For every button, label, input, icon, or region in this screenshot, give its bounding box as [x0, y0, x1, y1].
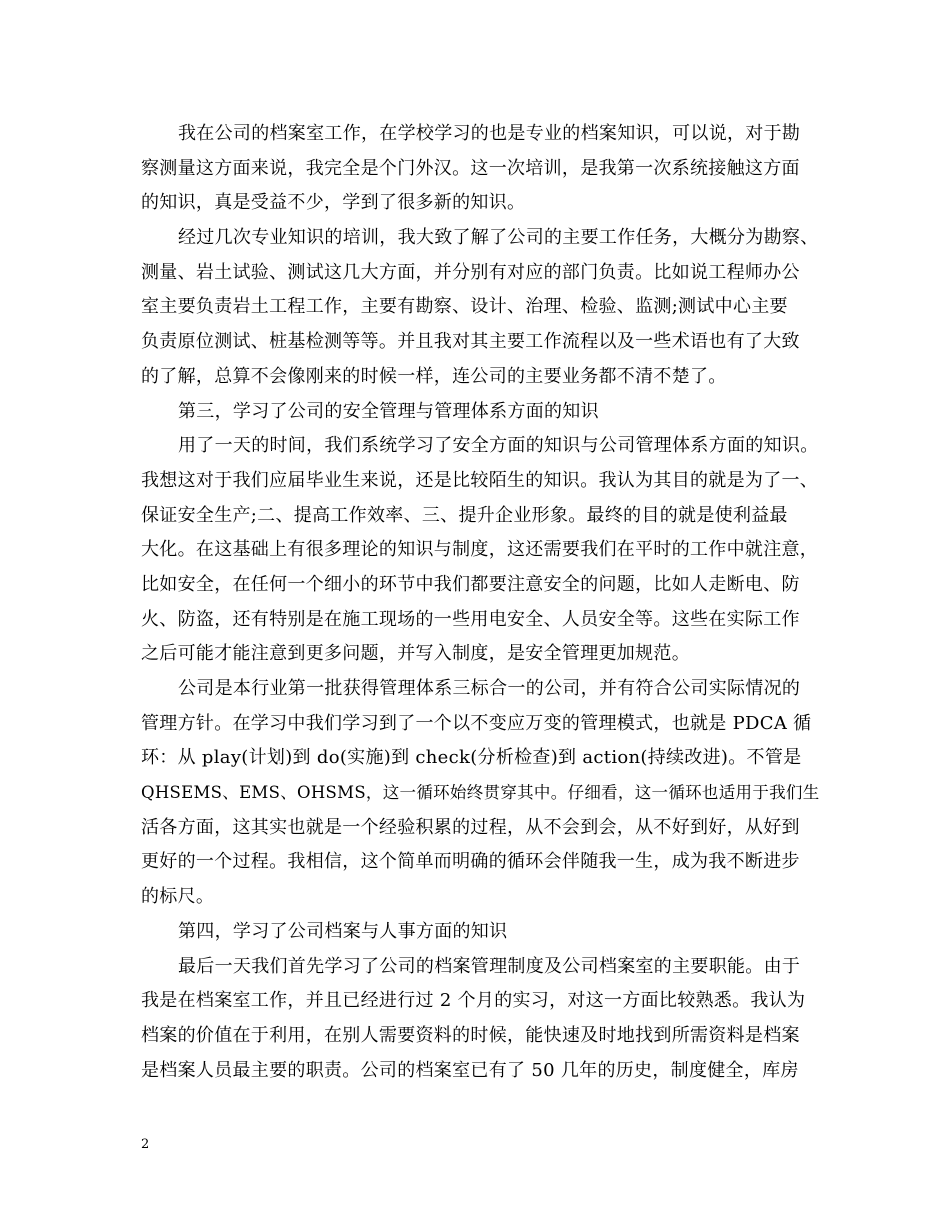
paragraph-first-line: 第三，学习了公司的安全管理与管理体系方面的知识	[178, 400, 599, 422]
text-line: 室主要负责岩土工程工作，主要有勘察、设计、治理、检验、监测;测试中心主要	[141, 296, 788, 318]
text-line: 比如安全，在任何一个细小的环节中我们都要注意安全的问题，比如人走断电、防	[141, 573, 800, 595]
paragraph-first-line: 用了一天的时间，我们系统学习了安全方面的知识与公司管理体系方面的知识。	[178, 435, 819, 457]
text-line: 察测量这方面来说，我完全是个门外汉。这一次培训，是我第一次系统接触这方面	[141, 157, 800, 179]
page-number: 2	[141, 1137, 150, 1152]
body-text	[141, 117, 827, 1088]
paragraph-first-line: 我在公司的档案室工作，在学校学习的也是专业的档案知识，可以说，对于勘	[178, 123, 801, 144]
text-line: 的了解，总算不会像刚来的时候一样，连公司的主要业务都不清不楚了。	[141, 365, 727, 387]
text-line: 保证安全生产;二、提高工作效率、三、提升企业形象。最终的目的就是使利益最	[141, 504, 788, 526]
text-line: 的知识，真是受益不少，学到了很多新的知识。	[141, 192, 526, 214]
text-line: 更好的一个过程。我相信，这个简单而明确的循环会伴随我一生，成为我不断进步	[141, 851, 800, 873]
text-line: 我是在档案室工作，并且已经进行过 2 个月的实习，对这一方面比较熟悉。我认为	[141, 990, 806, 1012]
text-line: 环：从 play(计划)到 do(实施)到 check(分析检查)到 action(持续改进)。不管是	[141, 747, 802, 769]
text-line: 是档案人员最主要的职责。公司的档案室已有了 50 几年的历史，制度健全，库房	[141, 1059, 799, 1081]
paragraph-first-line: 经过几次专业知识的培训，我大致了解了公司的主要工作任务，大概分为勘察、	[178, 227, 819, 249]
text-line: 负责原位测试、桩基检测等等。并且我对其主要工作流程以及一些术语也有了大致	[141, 331, 800, 353]
text-line: 管理方针。在学习中我们学习到了一个以不变应万变的管理模式，也就是 PDCA 循	[141, 712, 812, 734]
text-line: 之后可能才能注意到更多问题，并写入制度，是安全管理更加规范。	[141, 643, 690, 665]
text-line: 火、防盗，还有特别是在施工现场的一些用电安全、人员安全等。这些在实际工作	[141, 608, 800, 630]
paragraph-first-line: 公司是本行业第一批获得管理体系三标合一的公司，并有符合公司实际情况的	[178, 678, 801, 699]
text-line: 大化。在这基础上有很多理论的知识与制度，这还需要我们在平时的工作中就注意，	[141, 539, 819, 561]
text-line: 我想这对于我们应届毕业生来说，还是比较陌生的知识。我认为其目的就是为了一、	[141, 469, 819, 491]
text-line: 档案的价值在于利用，在别人需要资料的时候，能快速及时地找到所需资料是档案	[141, 1024, 800, 1046]
text-line: 活各方面，这其实也就是一个经验积累的过程，从不会到会，从不好到好，从好到	[141, 816, 800, 838]
paragraph-first-line: 最后一天我们首先学习了公司的档案管理制度及公司档案室的主要职能。由于	[178, 955, 801, 977]
text-line: QHSEMS、EMS、OHSMS，这一循环始终贯穿其中。仔细看，这一循环也适用于我们生	[141, 783, 820, 803]
text-line: 的标尺。	[141, 886, 215, 908]
paragraph-first-line: 第四，学习了公司档案与人事方面的知识	[178, 920, 508, 942]
text-line: 测量、岩土试验、测试这几大方面，并分别有对应的部门负责。比如说工程师办公	[141, 261, 800, 283]
